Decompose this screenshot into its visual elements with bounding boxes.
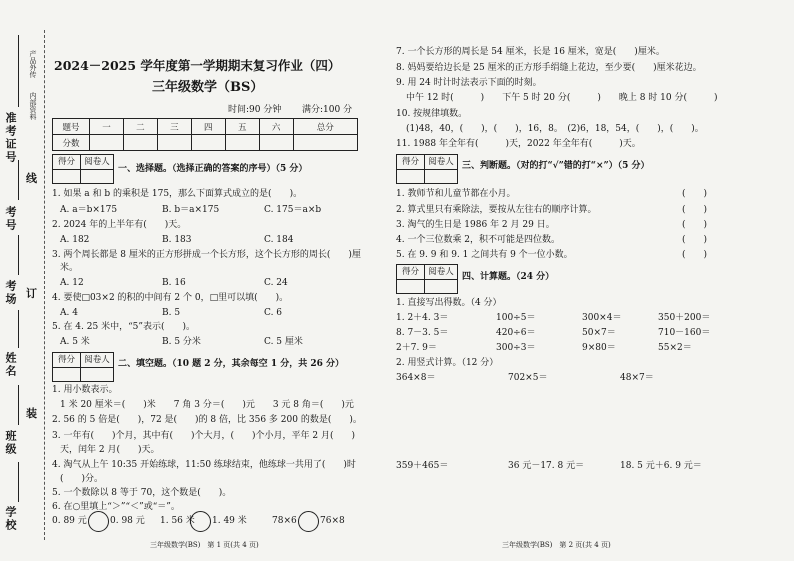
score-header-cell: 题号	[53, 119, 90, 135]
score-header-cell: 一	[90, 119, 124, 135]
s1-q2-option-b: B. 183	[162, 235, 192, 245]
s1-q1-option-a: A. a＝b×175	[60, 205, 118, 215]
grader-label: 阅卷人	[428, 267, 454, 277]
s2-q10-line: (1)48，40，( )，( )，16，8。 (2)6，18，54，( )，( )。	[406, 124, 704, 134]
score-cell[interactable]	[259, 135, 293, 151]
room-label: 考场	[4, 280, 17, 306]
s1-q2: 2. 2024 年的上半年有( )天。	[52, 220, 187, 230]
ding-mark: 订	[26, 287, 37, 300]
s2-q9-line: 中午 12 时( ) 下午 5 时 20 分( ) 晚上 8 时 10 分( )	[406, 93, 718, 103]
score-header-cell: 二	[123, 119, 157, 135]
school-line	[18, 462, 19, 502]
score-cell[interactable]	[157, 135, 191, 151]
vertical-calc: 18. 5 元＋6. 9 元＝	[620, 461, 702, 471]
score-label: 得分	[401, 267, 419, 277]
exam-number-label: 准考证号	[4, 112, 17, 164]
s2-q11: 11. 1988 年全年有( )天，2022 年全年有( )天。	[396, 139, 641, 149]
score-label: 得分	[57, 157, 75, 167]
exam-title: 2024－2025 学年度第一学期期末复习作业（四）	[54, 58, 341, 73]
oral-calc: 100÷5＝	[496, 313, 536, 323]
s1-q1: 1. 如果 a 和 b 的乘积是 175，那么下面算式成立的是( )。	[52, 189, 303, 199]
grader-box	[52, 154, 114, 184]
binding-dashed-line	[44, 30, 45, 540]
compare-a-right: 0. 98 元	[110, 516, 145, 526]
grader-label: 阅卷人	[428, 157, 454, 167]
s1-q4: 4. 要使□03×2 的积的中间有 2 个 0，□里可以填( )。	[52, 293, 289, 303]
s2-q6: 6. 在○里填上“＞”“＜”或“＝”。	[52, 502, 180, 512]
s1-q3-option-c: C. 24	[264, 278, 288, 288]
judge-item: 5. 在 9. 9 和 9. 1 之间共有 9 个一位小数。	[396, 250, 573, 260]
oral-calc: 300×4＝	[582, 313, 622, 323]
score-label: 得分	[57, 355, 75, 365]
oral-calc: 710－160＝	[658, 328, 711, 338]
s2-q8: 8. 妈妈要给边长是 25 厘米的正方形手绢缝上花边，至少要( )厘米花边。	[396, 63, 702, 73]
s2-q3: 3. 一年有( )个月，其中有( )个大月，( )个小月，平年 2 月( )	[52, 431, 355, 441]
seat-number-line	[18, 160, 19, 200]
s2-q2: 2. 56 的 5 倍是( )，72 是( )的 8 倍，比 356 多 200 的数是( )。	[52, 415, 362, 425]
exam-time: 时间:90 分钟	[228, 105, 282, 115]
seat-number-label: 考号	[4, 206, 17, 232]
s1-q1-option-b: B. b＝a×175	[162, 205, 220, 215]
s1-q4-option-b: B. 5	[162, 308, 181, 318]
s1-q5-option-c: C. 5 厘米	[264, 337, 303, 347]
judge-answer-paren[interactable]: ( )	[682, 250, 708, 260]
judge-item: 2. 算式里只有乘除法，要按从左往右的顺序计算。	[396, 205, 597, 215]
score-header-cell: 六	[259, 119, 293, 135]
compare-a-left: 0. 89 元	[52, 516, 87, 526]
s2-q9: 9. 用 24 时计时法表示下面的时刻。	[396, 78, 542, 88]
section4-heading: 四、计算题。（24 分）	[462, 272, 555, 282]
score-table	[52, 118, 358, 151]
oral-calc: 50×7＝	[582, 328, 616, 338]
class-label: 班级	[4, 430, 17, 456]
score-header-cell: 三	[157, 119, 191, 135]
s1-q5-option-a: A. 5 米	[60, 337, 90, 347]
tiny-label-2: 内部资料	[29, 92, 37, 120]
score-header-cell: 总分	[293, 119, 357, 135]
grader-box	[396, 154, 458, 184]
s1-q1-option-c: C. 175＝a×b	[264, 205, 322, 215]
s1-q4-option-c: C. 6	[264, 308, 283, 318]
name-label: 姓名	[4, 352, 17, 378]
vertical-calc: 359＋465＝	[396, 461, 449, 471]
s2-q1-line: 1 米 20 厘米＝( )米 7 角 3 分＝( )元 3 元 8 角＝( )元	[60, 400, 354, 410]
school-label: 学校	[4, 506, 17, 532]
s1-q2-option-c: C. 184	[264, 235, 294, 245]
s1-q5: 5. 在 4. 25 米中，“5”表示( )。	[52, 322, 196, 332]
oral-calc: 420÷6＝	[496, 328, 536, 338]
oral-calc: 8. 7－3. 5＝	[396, 328, 449, 338]
s1-q4-option-a: A. 4	[60, 308, 78, 318]
oral-calc: 55×2＝	[658, 343, 692, 353]
section3-heading: 三、判断题。（对的打“√”错的打“×”）（5 分）	[462, 161, 650, 171]
s1-q5-option-b: B. 5 分米	[162, 337, 201, 347]
footer-page-1: 三年级数学(BS) 第 1 页(共 4 页)	[150, 541, 259, 549]
s2-q7: 7. 一个长方形的周长是 54 厘米，长是 16 厘米，宽是( )厘米。	[396, 47, 665, 57]
class-line	[18, 385, 19, 425]
s1-q3-option-a: A. 12	[60, 278, 84, 288]
line-mark: 线	[26, 172, 37, 185]
name-line	[18, 310, 19, 348]
oral-calc: 350＋200＝	[658, 313, 711, 323]
score-cell[interactable]	[293, 135, 357, 151]
score-row-label: 分数	[53, 135, 90, 151]
oral-calc: 300÷3＝	[496, 343, 536, 353]
oral-calc: 1. 2＋4. 3＝	[396, 313, 449, 323]
score-cell[interactable]	[90, 135, 124, 151]
binding-strip	[0, 0, 46, 561]
room-line	[18, 235, 19, 275]
grader-box	[396, 264, 458, 294]
oral-calc: 2＋7. 9＝	[396, 343, 437, 353]
s4-part2: 2. 用竖式计算。（12 分）	[396, 358, 499, 368]
judge-item: 3. 淘气的生日是 1986 年 2 月 29 日。	[396, 220, 555, 230]
s2-q5: 5. 一个数除以 8 等于 70，这个数是( )。	[52, 488, 232, 498]
vertical-calc: 36 元－17. 8 元＝	[508, 461, 585, 471]
s4-part1: 1. 直接写出得数。（4 分）	[396, 298, 502, 308]
score-cell[interactable]	[191, 135, 225, 151]
score-header-cell: 五	[225, 119, 259, 135]
tiny-label-1: 产品外传	[29, 50, 37, 78]
judge-answer-paren[interactable]: ( )	[682, 189, 708, 199]
judge-answer-paren[interactable]: ( )	[682, 205, 708, 215]
compare-circle[interactable]	[190, 511, 211, 532]
zhuang-mark: 装	[26, 407, 37, 420]
s2-q4: 4. 淘气从上午 10:35 开始练球，11:50 练球结束，他练球一共用了( )时	[52, 460, 356, 470]
s1-q3-continued: 米。	[60, 263, 79, 273]
score-cell[interactable]	[225, 135, 259, 151]
compare-c-right: 76×8	[320, 516, 345, 526]
judge-answer-paren[interactable]: ( )	[682, 235, 708, 245]
compare-c-left: 78×6	[272, 516, 297, 526]
compare-b-left: 1. 56 米	[160, 516, 195, 526]
judge-item: 1. 教师节和儿童节都在小月。	[396, 189, 516, 199]
score-header-cell: 四	[191, 119, 225, 135]
grader-label: 阅卷人	[84, 157, 110, 167]
s2-q1: 1. 用小数表示。	[52, 385, 118, 395]
s2-q3-continued: 天，闰年 2 月( )天。	[60, 445, 160, 455]
s1-q3-option-b: B. 16	[162, 278, 186, 288]
grader-label: 阅卷人	[84, 355, 110, 365]
oral-calc: 9×80＝	[582, 343, 616, 353]
judge-item: 4. 一个三位数乘 2，积不可能是四位数。	[396, 235, 561, 245]
s2-q4-continued: ( )分。	[60, 474, 104, 484]
exam-full-score: 满分:100 分	[302, 105, 353, 115]
section2-heading: 二、填空题。（10 题 2 分，其余每空 1 分，共 26 分）	[118, 359, 345, 369]
grader-box	[52, 352, 114, 382]
score-label: 得分	[401, 157, 419, 167]
vertical-calc: 702×5＝	[508, 373, 548, 383]
vertical-calc: 48×7＝	[620, 373, 654, 383]
compare-b-right: 1. 49 米	[212, 516, 247, 526]
section1-heading: 一、选择题。（选择正确的答案的序号）（5 分）	[118, 164, 308, 174]
exam-number-line	[18, 35, 19, 107]
vertical-calc: 364×8＝	[396, 373, 436, 383]
footer-page-2: 三年级数学(BS) 第 2 页(共 4 页)	[502, 541, 611, 549]
compare-circle[interactable]	[298, 511, 319, 532]
compare-circle[interactable]	[88, 511, 109, 532]
exam-subtitle: 三年级数学（BS）	[152, 80, 264, 95]
score-cell[interactable]	[123, 135, 157, 151]
judge-answer-paren[interactable]: ( )	[682, 220, 708, 230]
s2-q10: 10. 按规律填数。	[396, 109, 468, 119]
s1-q2-option-a: A. 182	[60, 235, 90, 245]
s1-q3: 3. 两个周长都是 8 厘米的正方形拼成一个长方形，这个长方形的周长( )厘	[52, 250, 361, 260]
